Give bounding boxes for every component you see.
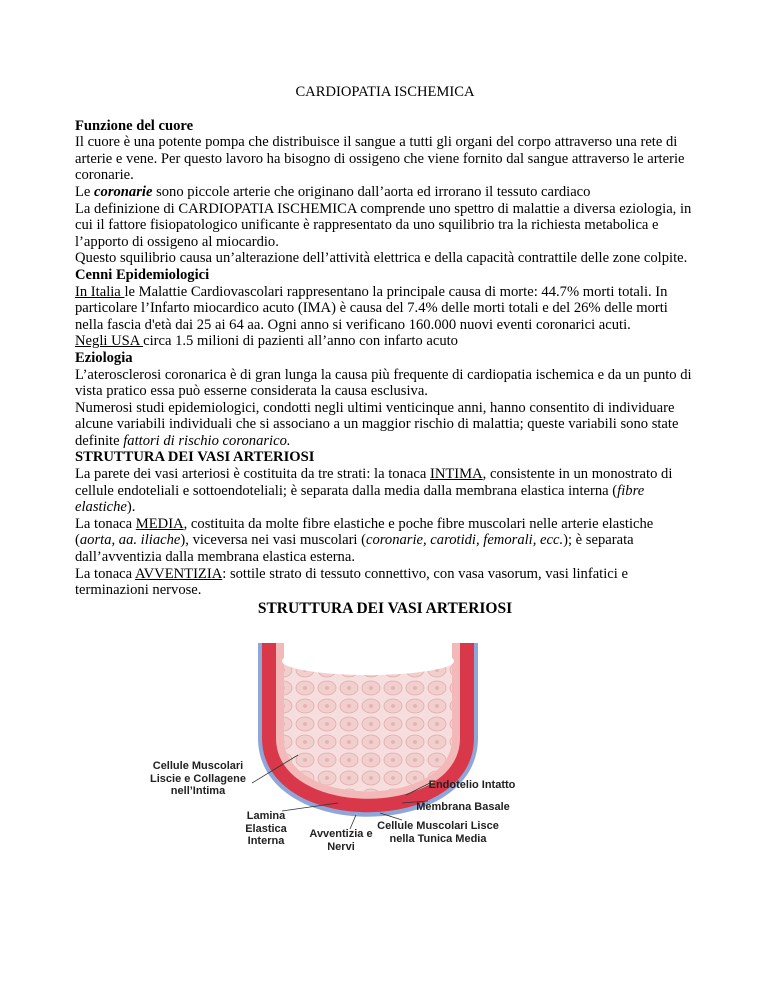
paragraph-media: La tonaca MEDIA, costituita da molte fibre elastiche e poche fibre muscolari nelle arterie elastiche (aorta, aa. iliache), viceversa nei vasi muscolari (coronarie, carotidi, femorali, ecc.); è separata dall’avventizia dalla membrana elastica esterna. [75,515,654,566]
label-cellule-intima: Cellule Muscolari Liscie e Collagene nell’Intima [150,760,246,797]
artery-structure-figure [140,643,520,863]
paragraph-usa: Negli USA circa 1.5 milioni di pazienti all’anno con infarto acuto [75,333,458,350]
section-heading-funzione: Funzione del cuore [75,117,194,134]
paragraph-fattori-rischio: Numerosi studi epidemiologici, condotti negli ultimi venticinque anni, hanno consentito di individuare alcune variabili individuali che si associano a un maggior rischio di malattia; queste variabili sono state definite fattori di rischio coronarico. [75,399,679,449]
figure-title: STRUTTURA DEI VASI ARTERIOSI [257,599,513,617]
label-lamina: Lamina Elastica Interna [245,810,287,847]
paragraph-aterosclerosi: L’aterosclerosi coronarica è di gran lunga la causa più frequente di cardiopatia ischemica e da un punto di vista pratico essa può esserne considerata la causa esclusiva. [75,366,692,400]
label-avventizia: Avventizia e Nervi [309,828,373,853]
paragraph-intima: La parete dei vasi arteriosi è costituita da tre strati: la tonaca INTIMA, consistente in un monostrato di cellule endoteliali e sottoendoteliali; è separata dalla media dalla membrana elastica interna (fibre elastiche). [75,466,673,516]
label-media: Cellule Muscolari Lisce nella Tunica Media [377,820,499,845]
paragraph-italia: In Italia le Malattie Cardiovascolari rappresentano la principale causa di morte: 44.7% morti totali. In particolare l’Infarto miocardico acuto (IMA) è causa del 7.4% delle morti totali e del 26% delle morti nella fascia d'età dai 25 ai 64 aa. Ogni anno si verificano 160.000 nuovi eventi coronarici acuti. [75,283,668,333]
paragraph-avventizia: La tonaca AVVENTIZIA: sottile strato di tessuto connettivo, con vasa vasorum, vasi linfatici e terminazioni nervose. [75,565,628,599]
label-endotelio: Endotelio Intatto [428,779,516,791]
paragraph-funzione-1: Il cuore è una potente pompa che distribuisce il sangue a tutti gli organi del corpo attraverso una rete di arterie e vene. Per questo lavoro ha bisogno di ossigeno che viene fornito dal sangue attraverso le arterie coronarie. [75,134,685,184]
paragraph-definizione: La definizione di CARDIOPATIA ISCHEMICA comprende uno spettro di malattie a diversa eziologia, in cui il fattore fisiopatologico unificante è rappresentato da uno squilibrio tra la richiesta metabolica e l’apporto di ossigeno al miocardio. [75,200,692,250]
section-heading-struttura: STRUTTURA DEI VASI ARTERIOSI [75,449,315,466]
label-membrana: Membrana Basale [416,801,510,813]
section-heading-eziologia: Eziologia [75,349,133,366]
paragraph-squilibrio: Questo squilibrio causa un’alterazione dell’attività elettrica e della capacità contrattile delle zone colpite. [75,250,688,267]
section-heading-epidemiologia: Cenni Epidemiologici [75,266,210,283]
paragraph-coronarie: Le coronarie sono piccole arterie che originano dall’aorta ed irrorano il tessuto cardiaco [75,183,591,200]
lumen-opening [282,647,454,675]
document-title: CARDIOPATIA ISCHEMICA [295,84,475,100]
document-page [75,84,695,617]
